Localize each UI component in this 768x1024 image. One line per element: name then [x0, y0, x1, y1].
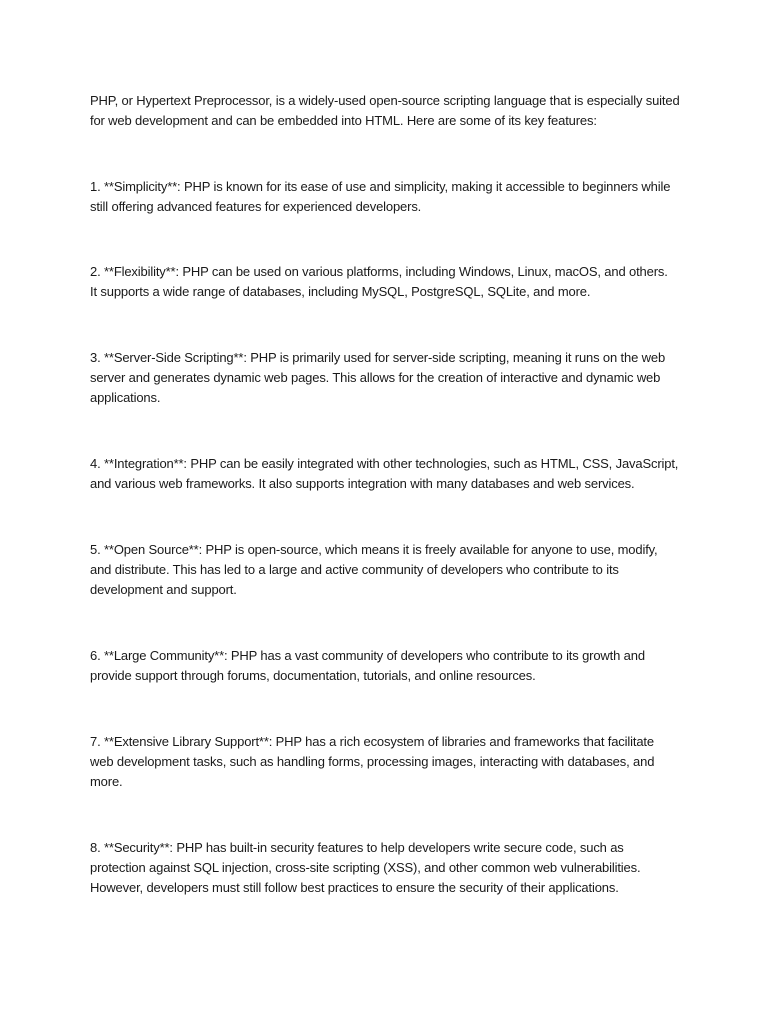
paragraph-line: 8. **Security**: PHP has built-in security features to help developers write secure code, such as [90, 840, 624, 855]
paragraph-line: development and support. [90, 582, 237, 597]
feature-simplicity-paragraph [90, 177, 690, 217]
paragraph-line: It supports a wide range of databases, including MySQL, PostgreSQL, SQLite, and more. [90, 284, 591, 299]
feature-server-side-paragraph [90, 348, 690, 408]
paragraph-line: web development tasks, such as handling forms, processing images, interacting with databases, and [90, 754, 655, 769]
paragraph-line: 4. **Integration**: PHP can be easily integrated with other technologies, such as HTML, CSS, JavaScript, [90, 456, 679, 471]
paragraph-line: provide support through forums, documentation, tutorials, and online resources. [90, 668, 536, 683]
paragraph-line: server and generates dynamic web pages. This allows for the creation of interactive and dynamic web [90, 370, 661, 385]
intro-paragraph [90, 91, 690, 131]
feature-security-paragraph [90, 838, 690, 898]
paragraph-line: for web development and can be embedded into HTML. Here are some of its key features: [90, 113, 597, 128]
feature-flexibility-paragraph [90, 262, 690, 302]
feature-community-paragraph [90, 646, 690, 686]
paragraph-line: PHP, or Hypertext Preprocessor, is a widely-used open-source scripting language that is especially suited [90, 93, 680, 108]
feature-open-source-paragraph [90, 540, 690, 600]
feature-library-paragraph [90, 732, 690, 792]
paragraph-line: protection against SQL injection, cross-site scripting (XSS), and other common web vulnerabilities. [90, 860, 641, 875]
paragraph-line: 5. **Open Source**: PHP is open-source, which means it is freely available for anyone to use, modify, [90, 542, 658, 557]
paragraph-line: 2. **Flexibility**: PHP can be used on various platforms, including Windows, Linux, macOS, and others. [90, 264, 668, 279]
paragraph-line: more. [90, 774, 123, 789]
paragraph-line: applications. [90, 390, 161, 405]
paragraph-line: 7. **Extensive Library Support**: PHP has a rich ecosystem of libraries and frameworks that facilitate [90, 734, 654, 749]
paragraph-line: 1. **Simplicity**: PHP is known for its ease of use and simplicity, making it accessible to beginners while [90, 179, 671, 194]
paragraph-line: and distribute. This has led to a large and active community of developers who contribute to its [90, 562, 619, 577]
paragraph-line: 3. **Server-Side Scripting**: PHP is primarily used for server-side scripting, meaning it runs on the web [90, 350, 666, 365]
paragraph-line: still offering advanced features for experienced developers. [90, 199, 422, 214]
feature-integration-paragraph [90, 454, 690, 494]
paragraph-line: 6. **Large Community**: PHP has a vast community of developers who contribute to its growth and [90, 648, 645, 663]
paragraph-line: However, developers must still follow best practices to ensure the security of their applications. [90, 880, 619, 895]
paragraph-line: and various web frameworks. It also supports integration with many databases and web services. [90, 476, 635, 491]
